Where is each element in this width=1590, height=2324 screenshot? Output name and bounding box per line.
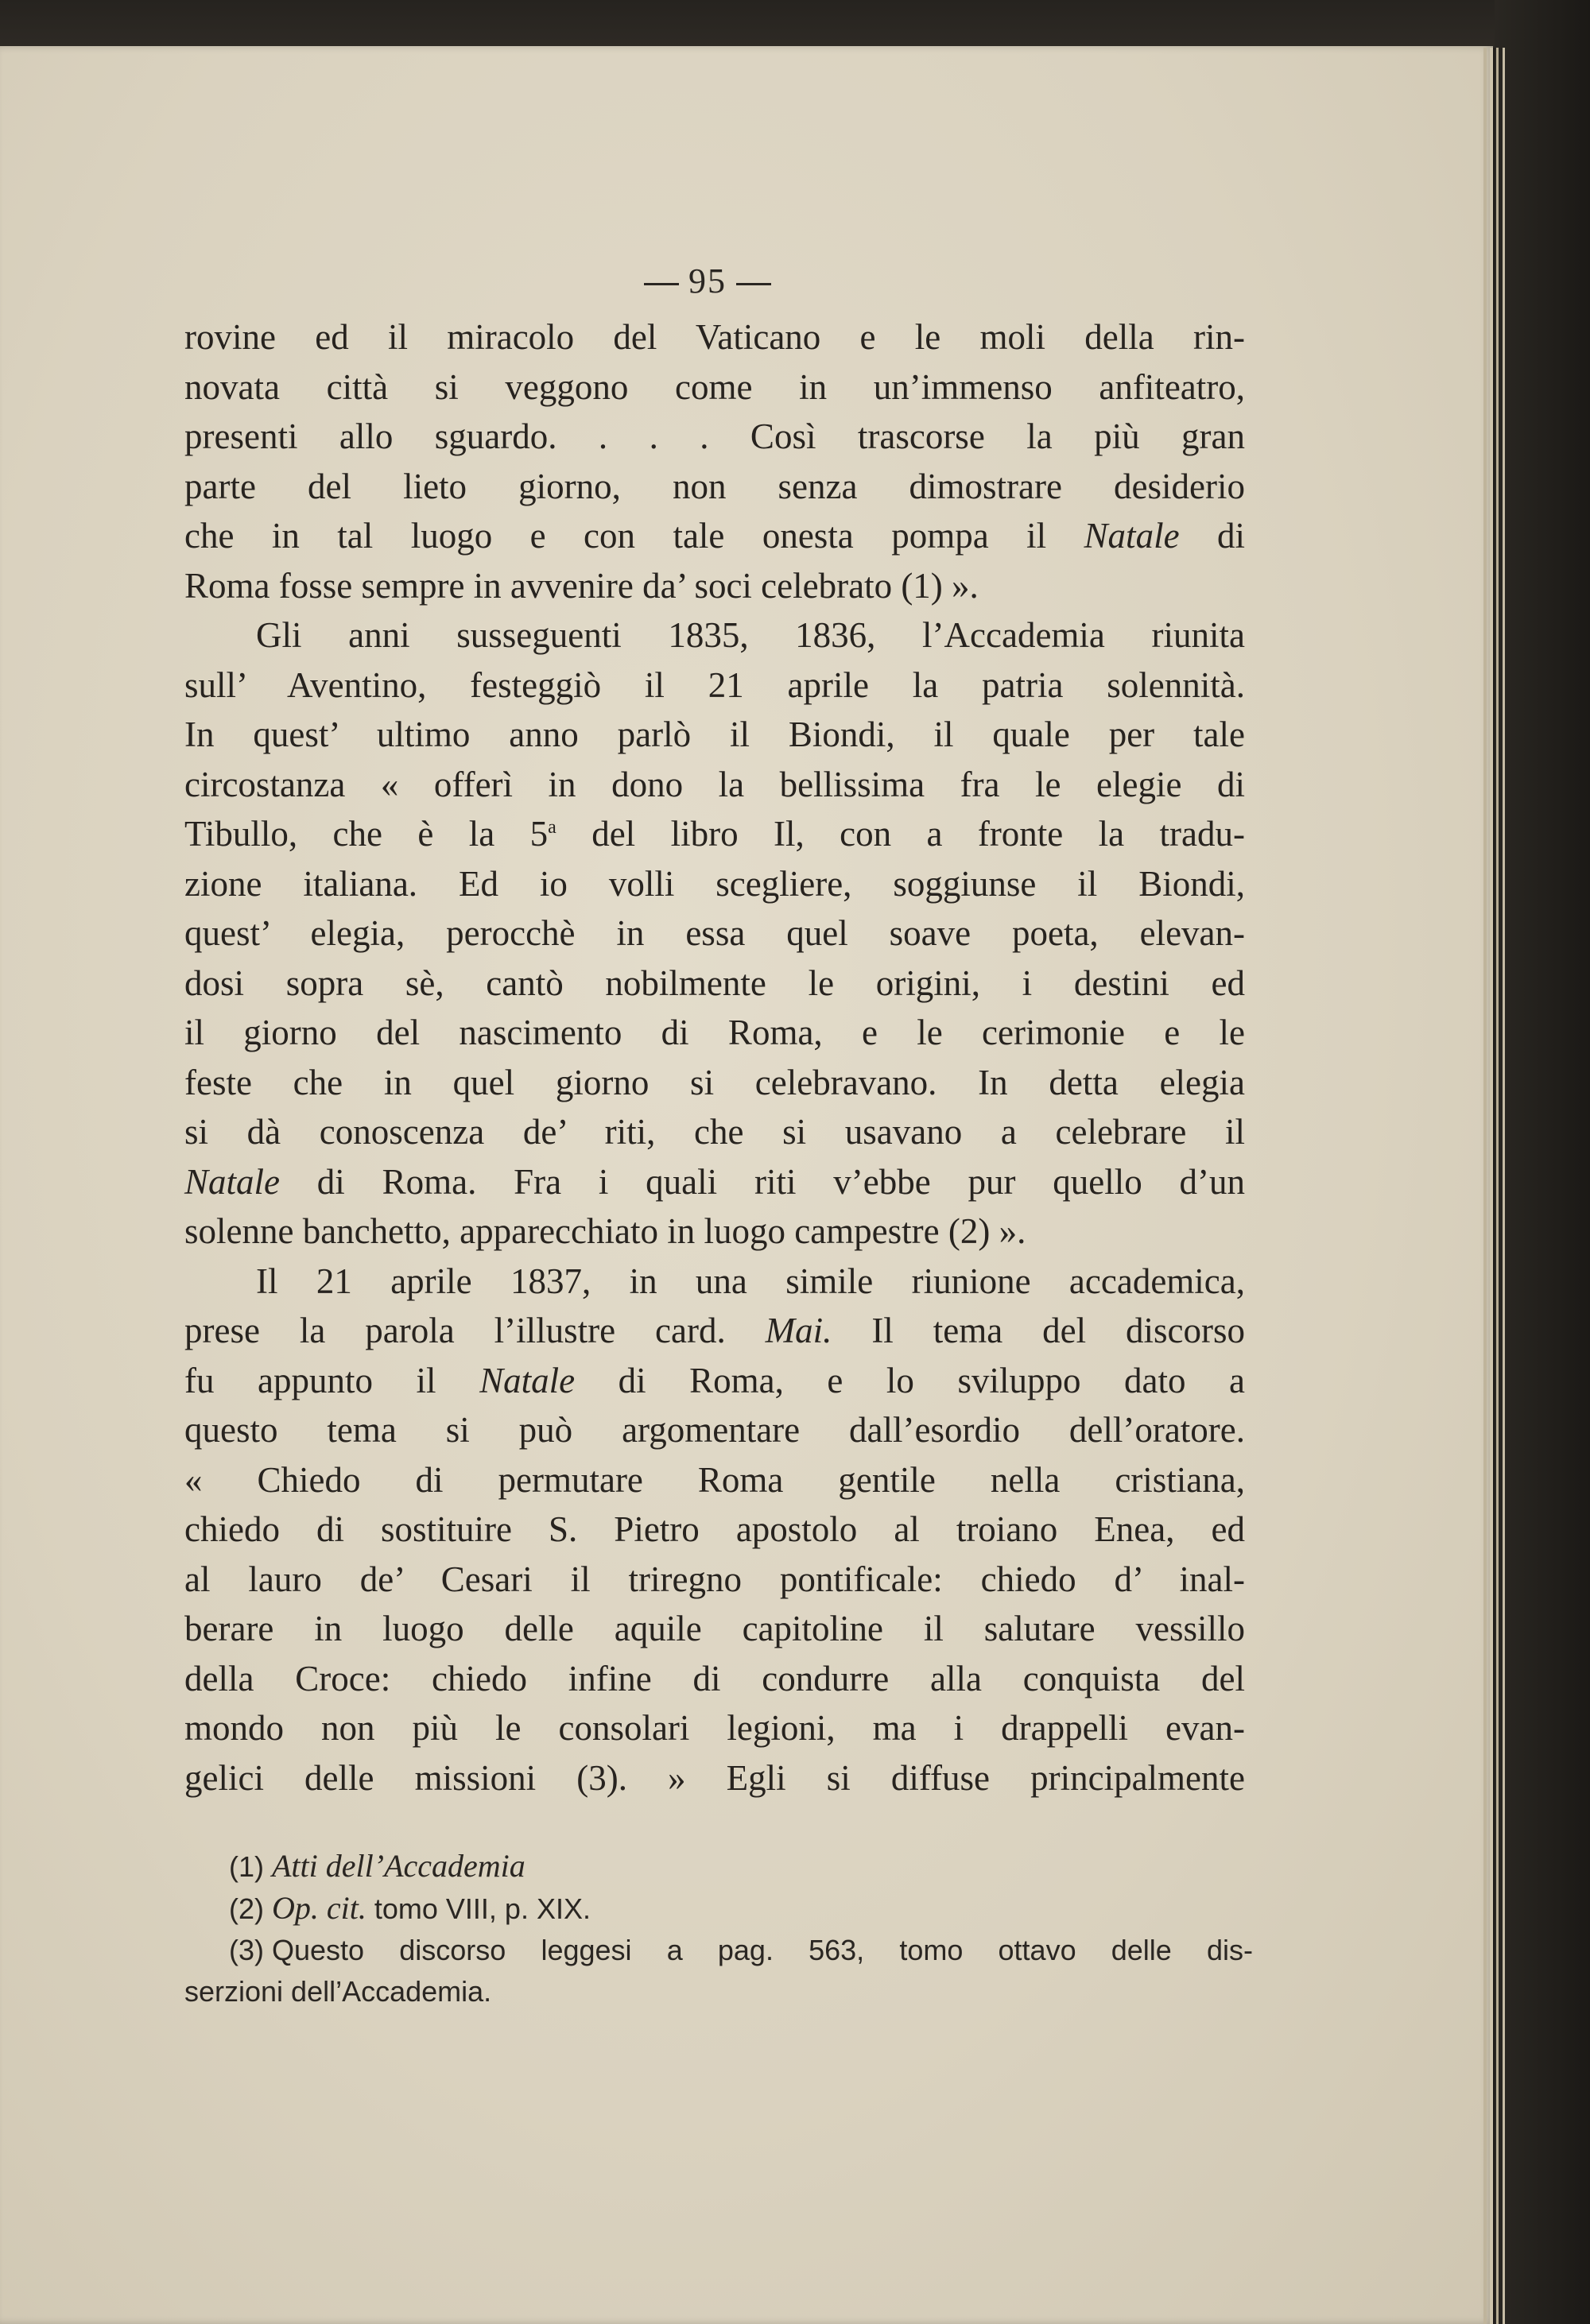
line-text-post: di Roma, e lo sviluppo dato a (575, 1360, 1246, 1400)
line-text-post: Il tema del discorso (832, 1311, 1245, 1350)
line-text-pre: che in tal luogo e con tale onesta pompa il (184, 516, 1084, 556)
text-line (184, 561, 1245, 611)
footnote (184, 1888, 1253, 1930)
book-cover-right-edge (1495, 0, 1590, 2324)
page-edge (1503, 48, 1505, 2324)
footnote (184, 1971, 1253, 2012)
text-line (184, 1157, 1245, 1207)
line-text-post: di (1179, 516, 1245, 556)
text-line (184, 1455, 1245, 1505)
line-text: il giorno del nascimento di Roma, e le cerimonie e le (184, 1013, 1245, 1052)
footnote-italic: Op. cit. (272, 1890, 366, 1926)
footnote-italic: Atti dell’Accademia (272, 1848, 525, 1884)
page-number: 95 (688, 261, 727, 300)
line-text: dosi sopra sè, cantò nobilmente le origini, i destini ed (184, 963, 1245, 1003)
line-text: berare in luogo delle aquile capitoline il salutare vessillo (184, 1609, 1245, 1648)
line-text: zione italiana. Ed io volli scegliere, soggiunse il Biondi, (184, 863, 1245, 904)
line-text: gelici delle missioni (3). » Egli si diffuse principalmente (184, 1757, 1245, 1798)
line-text: al lauro de’ Cesari il triregno pontificale: chiedo d’ inal- (184, 1559, 1245, 1599)
line-text-pre: Tibullo, che è la 5 (184, 814, 549, 854)
text-line (184, 908, 1245, 959)
text-line (184, 1207, 1245, 1257)
text-line (184, 710, 1245, 760)
text-line (184, 1008, 1245, 1058)
text-line (184, 1306, 1245, 1356)
line-text: Gli anni susseguenti 1835, 1836, l’Accademia riunita (256, 615, 1245, 655)
text-line (184, 1654, 1245, 1704)
line-text-italic: Natale (1084, 516, 1180, 556)
footnote-number: (3) (229, 1934, 264, 1966)
line-text: Roma fosse sempre in avvenire da’ soci celebrato (1) ». (184, 565, 979, 606)
line-text: sull’ Aventino, festeggiò il 21 aprile la patria solennità. (184, 664, 1245, 705)
text-line (184, 1555, 1245, 1605)
text-line (184, 760, 1245, 810)
line-text: quest’ elegia, perocchè in essa quel soave poeta, elevan- (184, 913, 1245, 953)
text-line (184, 610, 1245, 660)
footnotes (184, 1846, 1253, 2012)
text-line (184, 809, 1245, 859)
text-line (184, 1257, 1245, 1307)
line-text-post: di Roma. Fra i quali riti v’ebbe pur quello d’un (280, 1161, 1245, 1202)
footnote (184, 1930, 1253, 1971)
text-line (184, 412, 1245, 462)
header-dash-left (644, 283, 679, 285)
footnote-text: serzioni dell’Accademia. (184, 1975, 492, 2008)
line-text: presenti allo sguardo. . . . Così trascorse la più gran (184, 416, 1245, 456)
line-text-post: del libro Il, con a fronte la tradu- (556, 814, 1245, 854)
page-header (0, 261, 1415, 301)
line-text: della Croce: chiedo infine di condurre alla conquista del (184, 1658, 1245, 1698)
line-text: chiedo di sostituire S. Pietro apostolo al troiano Enea, ed (184, 1509, 1245, 1549)
text-line (184, 1604, 1245, 1654)
line-text: si dà conoscenza de’ riti, che si usavano a celebrare il (184, 1112, 1245, 1152)
footnote-text: Questo discorso leggesi a pag. 563, tomo ottavo delle dis- (272, 1934, 1253, 1966)
line-text: feste che in quel giorno si celebravano. In detta elegia (184, 1062, 1245, 1102)
page-edge (1490, 48, 1493, 2324)
footnote-text: tomo VIII, p. XIX. (366, 1892, 591, 1925)
footnote (184, 1846, 1253, 1888)
text-line (184, 1703, 1245, 1753)
line-text-italic: Mai. (765, 1311, 832, 1350)
line-text: « Chiedo di permutare Roma gentile nella cristiana, (184, 1459, 1245, 1500)
text-line (184, 1058, 1245, 1108)
line-text: mondo non più le consolari legioni, ma i drappelli evan- (184, 1708, 1245, 1748)
text-line (184, 859, 1245, 909)
page-edge (1496, 48, 1499, 2324)
line-text: parte del lieto giorno, non senza dimostrare desiderio (184, 466, 1245, 506)
line-text: novata città si veggono come in un’immenso anfiteatro, (184, 366, 1245, 407)
book-page (0, 46, 1493, 2324)
text-line (184, 1405, 1245, 1455)
line-text-superscript: a (548, 817, 556, 838)
text-line (184, 312, 1245, 362)
footnote-number: (1) (229, 1850, 264, 1883)
text-line (184, 660, 1245, 711)
text-line (184, 1753, 1245, 1803)
text-line (184, 362, 1245, 413)
text-line (184, 1505, 1245, 1555)
line-text-italic: Natale (184, 1161, 280, 1202)
line-text: solenne banchetto, apparecchiato in luogo campestre (2) ». (184, 1211, 1026, 1251)
text-line (184, 511, 1245, 561)
text-line (184, 1356, 1245, 1406)
line-text-pre: fu appunto il (184, 1360, 480, 1400)
line-text-italic: Natale (479, 1360, 576, 1400)
text-line (184, 462, 1245, 512)
book-cover-top-edge (0, 0, 1590, 48)
page-edge (1483, 48, 1487, 2324)
body-text (184, 312, 1245, 1803)
line-text: rovine ed il miracolo del Vaticano e le moli della rin- (184, 317, 1245, 357)
line-text-pre: prese la parola l’illustre card. (184, 1311, 766, 1350)
line-text: questo tema si può argomentare dall’esordio dell’oratore. (184, 1410, 1245, 1450)
line-text: circostanza « offerì in dono la bellissima fra le elegie di (184, 764, 1245, 804)
text-line (184, 1107, 1245, 1157)
line-text: In quest’ ultimo anno parlò il Biondi, il quale per tale (184, 715, 1245, 754)
text-line (184, 959, 1245, 1009)
header-dash-right (736, 283, 771, 285)
footnote-number: (2) (229, 1892, 264, 1925)
line-text: Il 21 aprile 1837, in una simile riunione accademica, (256, 1261, 1245, 1301)
